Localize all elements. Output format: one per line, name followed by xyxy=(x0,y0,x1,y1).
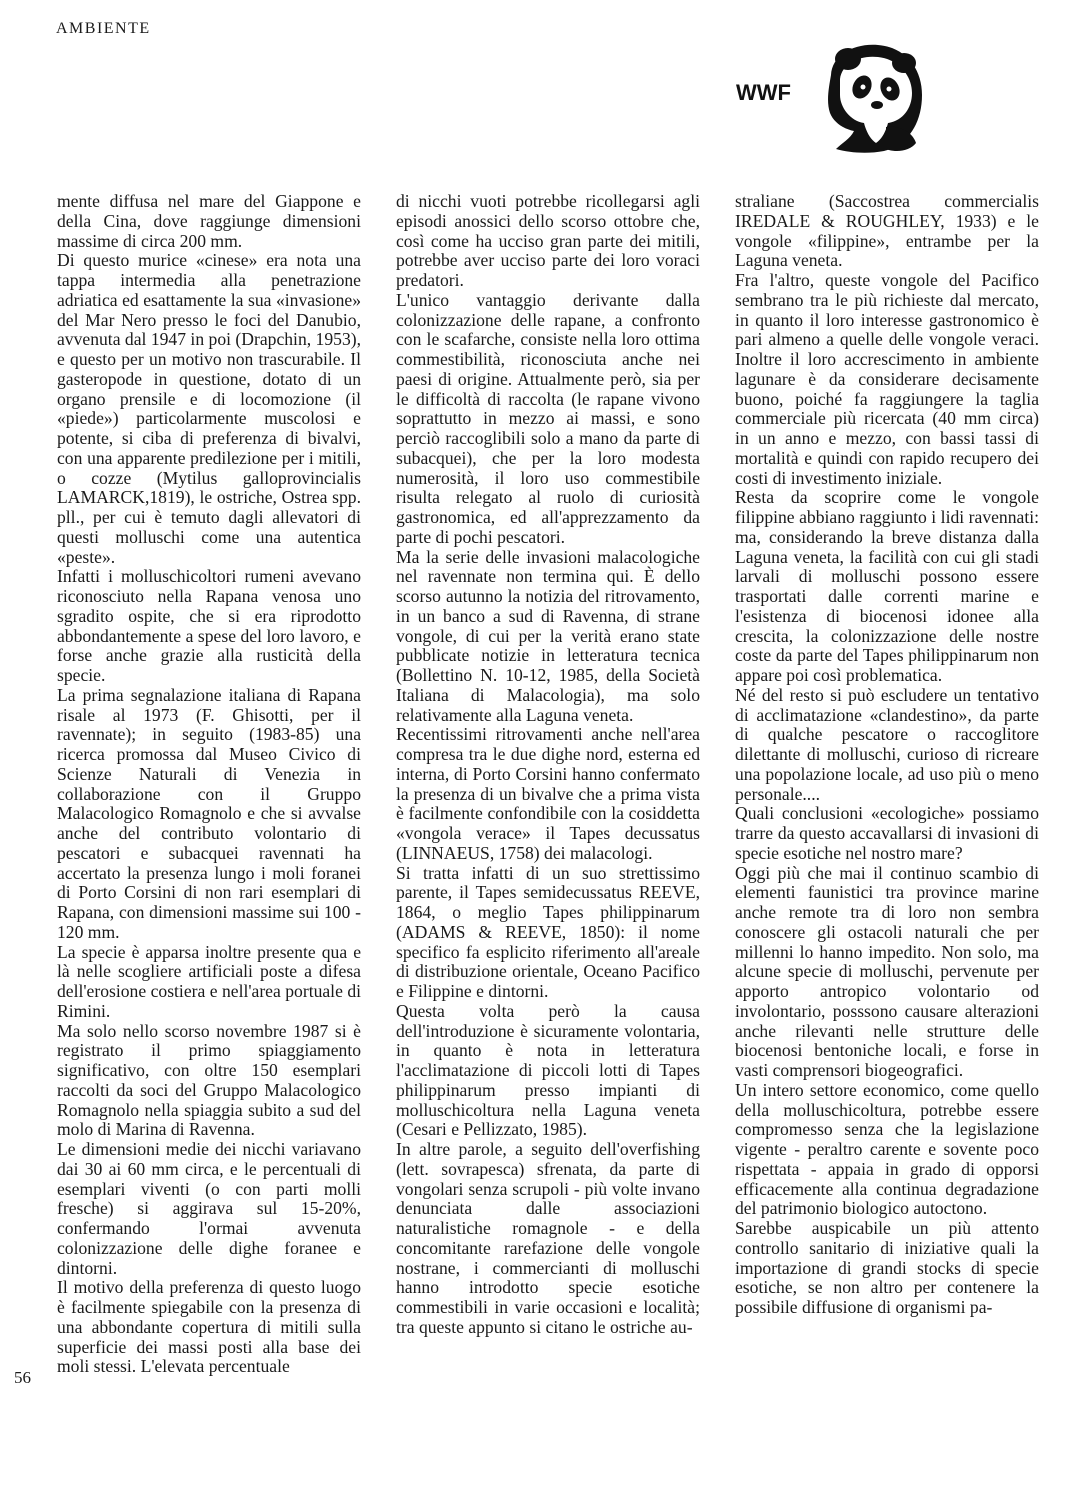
paragraph: La specie è apparsa inoltre presente qua e là nelle scogliere artificiali poste a difesa dell'erosione costiera e nell'area portuale di Rimini. xyxy=(57,941,361,1021)
paragraph: Sarebbe auspicabile un più attento controllo sanitario di iniziative quali la importazione di grandi stocks di specie esotiche, se non altro per contenere la possibile diffusione di organismi pa- xyxy=(735,1218,1039,1317)
wwf-logo-text: WWF xyxy=(736,80,791,105)
text-column-1 xyxy=(57,192,361,1377)
paragraph: Si tratta infatti di un suo strettissimo parente, il Tapes semidecussatus REEVE, 1864, o meglio Tapes philippinarum (ADAMS & REEVE, 1850): il nome specifico fa esplicito riferimento all'areale di distribuzione orientale, Oceano Pacifico e Filippine e dintorni. xyxy=(396,862,700,1001)
paragraph: In altre parole, a seguito dell'overfishing (lett. sovrapesca) sfrenata, da parte di vongolari senza scrupoli - più volte invano denunciata dalle associazioni naturalistiche romagnole - e della concomitante rarefazione delle vongole nostrane, i commercianti di molluschi hanno introdotto specie esotiche commestibili in varie occasioni e località; tra queste appunto si citano le ostriche au- xyxy=(396,1139,700,1337)
paragraph: Ma la serie delle invasioni malacologiche nel ravennate non termina qui. È dello scorso autunno la notizia del ritrovamento, in un banco a sud di Ravenna, di strane vongole, di cui per la verità erano state pubblicate notizie in letteratura tecnica (Bollettino N. 10-12, 1985, della Società Italiana di Malacologia), ma solo relativamente alla Laguna veneta. xyxy=(396,546,700,725)
paragraph: mente diffusa nel mare del Giappone e della Cina, dove raggiunge dimensioni massime di circa 200 mm. xyxy=(57,191,361,251)
paragraph: Di questo murice «cinese» era nota una tappa intermedia alla penetrazione adriatica ed esattamente la sua «invasione» del Mar Nero presso le foci del Danubio, avvenuta dal 1947 in poi (Drapchin, 1953), e questo per un motivo non trascurabile. Il gasteropode in questione, dotato di un organo prensile e di locomozione (il «piede») particolarmente muscolosi e potente, si ciba di preferenza di bivalvi, con una apparente predilezione per i mitili, o cozze (Mytilus galloprovincialis LAMARCK,1819), le ostriche, Ostrea spp. pll., per cui è temuto dagli allevatori di questi molluschi come una autentica «peste». xyxy=(57,250,361,567)
page-number: 56 xyxy=(14,1368,31,1387)
paragraph: Oggi più che mai il continuo scambio di elementi faunistici tra province marine anche remote tra di loro non sembra conoscere gli ostacoli naturali che per millenni lo hanno impedito. Non solo, ma alcune specie di molluschi, pervenute per apporto antropico volontario od involontario, posssono causare alterazioni anche rilevanti nelle strutture delle biocenosi bentoniche locali, e forse in vasti comprensori biogeografici. xyxy=(735,862,1039,1080)
paragraph: La prima segnalazione italiana di Rapana risale al 1973 (F. Ghisotti, per il ravennate); in seguito (1983-85) una ricerca promossa dal Museo Civico di Scienze Naturali di Venezia in collaborazione con il Gruppo Malacologico Romagnolo e che si avvalse anche del contributo volontario di pescatori e subacquei ravennati ha accertato la presenza lungo i moli foranei di Porto Corsini di non rari esemplari di Rapana, con dimensioni massime sui 100 - 120 mm. xyxy=(57,684,361,942)
paragraph: Recentissimi ritrovamenti anche nell'area compresa tra le due dighe nord, esterna ed interna, di Porto Corsini hanno confermato la presenza di un bivalve che a prima vista è facilmente confondibile con la cosiddetta «vongola verace» il Tapes decussatus (LINNAEUS, 1758) dei malacologi. xyxy=(396,724,700,863)
paragraph: di nicchi vuoti potrebbe ricollegarsi agli episodi anossici dello scorso ottobre che, così come ha ucciso gran parte dei mitili, potrebbe aver ucciso parte dei loro voraci predatori. xyxy=(396,191,700,290)
paragraph: Fra l'altro, queste vongole del Pacifico sembrano tra le più richieste dal mercato, in quanto il loro interesse gastronomico è pari almeno a quelle delle vongole veraci. Inoltre il loro accrescimento in ambiente lagunare è da considerare decisamente buono, poiché fa raggiungere la taglia commerciale più ricercata (40 mm circa) in un anno e mezzo, con bassi tassi di mortalità e quindi con rapido recupero dei costi di investimento iniziale. xyxy=(735,270,1039,488)
wwf-panda-logo xyxy=(736,35,926,155)
section-title: AMBIENTE xyxy=(56,20,151,37)
paragraph: Infatti i molluschicoltori rumeni avevano riconosciuto nella Rapana venosa uno sgradito ospite, che si era riprodotto abbondantemente a spese del loro lavoro, e forse anche grazie alla rusticità della specie. xyxy=(57,566,361,685)
paragraph: Il motivo della preferenza di questo luogo è facilmente spiegabile con la presenza di una abbondante copertura di mitili sulla superficie dei massi posti alla base dei moli stessi. L'elevata percentuale xyxy=(57,1277,361,1377)
paragraph: Quali conclusioni «ecologiche» possiamo trarre da questo accavallarsi di invasioni di specie esotiche nel nostro mare? xyxy=(735,803,1039,863)
paragraph: Questa volta però la causa dell'introduzione è sicuramente volontaria, in quanto è nota in letteratura l'acclimatazione di piccoli lotti di Tapes philippinarum presso impianti di molluschicoltura nella Laguna veneta (Cesari e Pellizzato, 1985). xyxy=(396,1000,700,1140)
paragraph: Ma solo nello scorso novembre 1987 si è registrato il primo spiaggiamento significativo, con oltre 150 esemplari raccolti da soci del Gruppo Malacologico Romagnolo nella spiaggia subito a sud del molo di Marina di Ravenna. xyxy=(57,1020,361,1140)
paragraph: Le dimensioni medie dei nicchi variavano dai 30 ai 60 mm circa, e le percentuali di esemplari viventi (o con parti molli fresche) si aggirava sul 15-20%, confermando l'ormai avvenuta colonizzazione delle dighe foranee e dintorni. xyxy=(57,1139,361,1278)
paragraph: straliane (Saccostrea commercialis IREDALE & ROUGHLEY, 1933) e le vongole «filippine», entrambe per la Laguna veneta. xyxy=(735,191,1039,271)
paragraph: Né del resto si può escludere un tentativo di acclimatazione «clandestino», da parte di qualche pescatore o raccoglitore dilettante di molluschi, curioso di ricreare una popolazione locale, ad uso più o meno personale.... xyxy=(735,684,1039,804)
paragraph: Resta da scoprire come le vongole filippine abbiano raggiunto i lidi ravennati: ma, considerando la breve distanza dalla Laguna veneta, la facilità con cui gli stadi larvali di molluschi possono essere trasportati dalle correnti marine e l'esistenza di biocenosi idonee alla crescita, la colonizzazione delle nostre coste da parte del Tapes philippinarum non appare poi così problematica. xyxy=(735,487,1039,685)
paragraph: Un intero settore economico, come quello della molluschicoltura, potrebbe essere compromesso senza che la legislazione vigente - peraltro carente e sovente poco rispettata - appaia in grado di opporsi efficacemente alla continua degradazione del patrimonio biologico autoctono. xyxy=(735,1079,1039,1219)
text-column-2 xyxy=(396,192,700,1338)
paragraph: L'unico vantaggio derivante dalla colonizzazione delle rapane, a confronto con le scafarche, consiste nella loro ottima commestibilità, riconosciuta anche nei paesi di origine. Attualmente però, sia per le difficoltà di raccolta (le rapane vivono soprattutto in mezzo ai massi, e sono perciò raccoglibili solo a mano da parte di subacquei), che per la loro modesta numerosità, il loro uso commestibile risulta relegato al ruolo di curiosità gastronomica, ed all'apprezzamento da parte di pochi pescatori. xyxy=(396,289,700,547)
text-column-3 xyxy=(735,192,1039,1318)
